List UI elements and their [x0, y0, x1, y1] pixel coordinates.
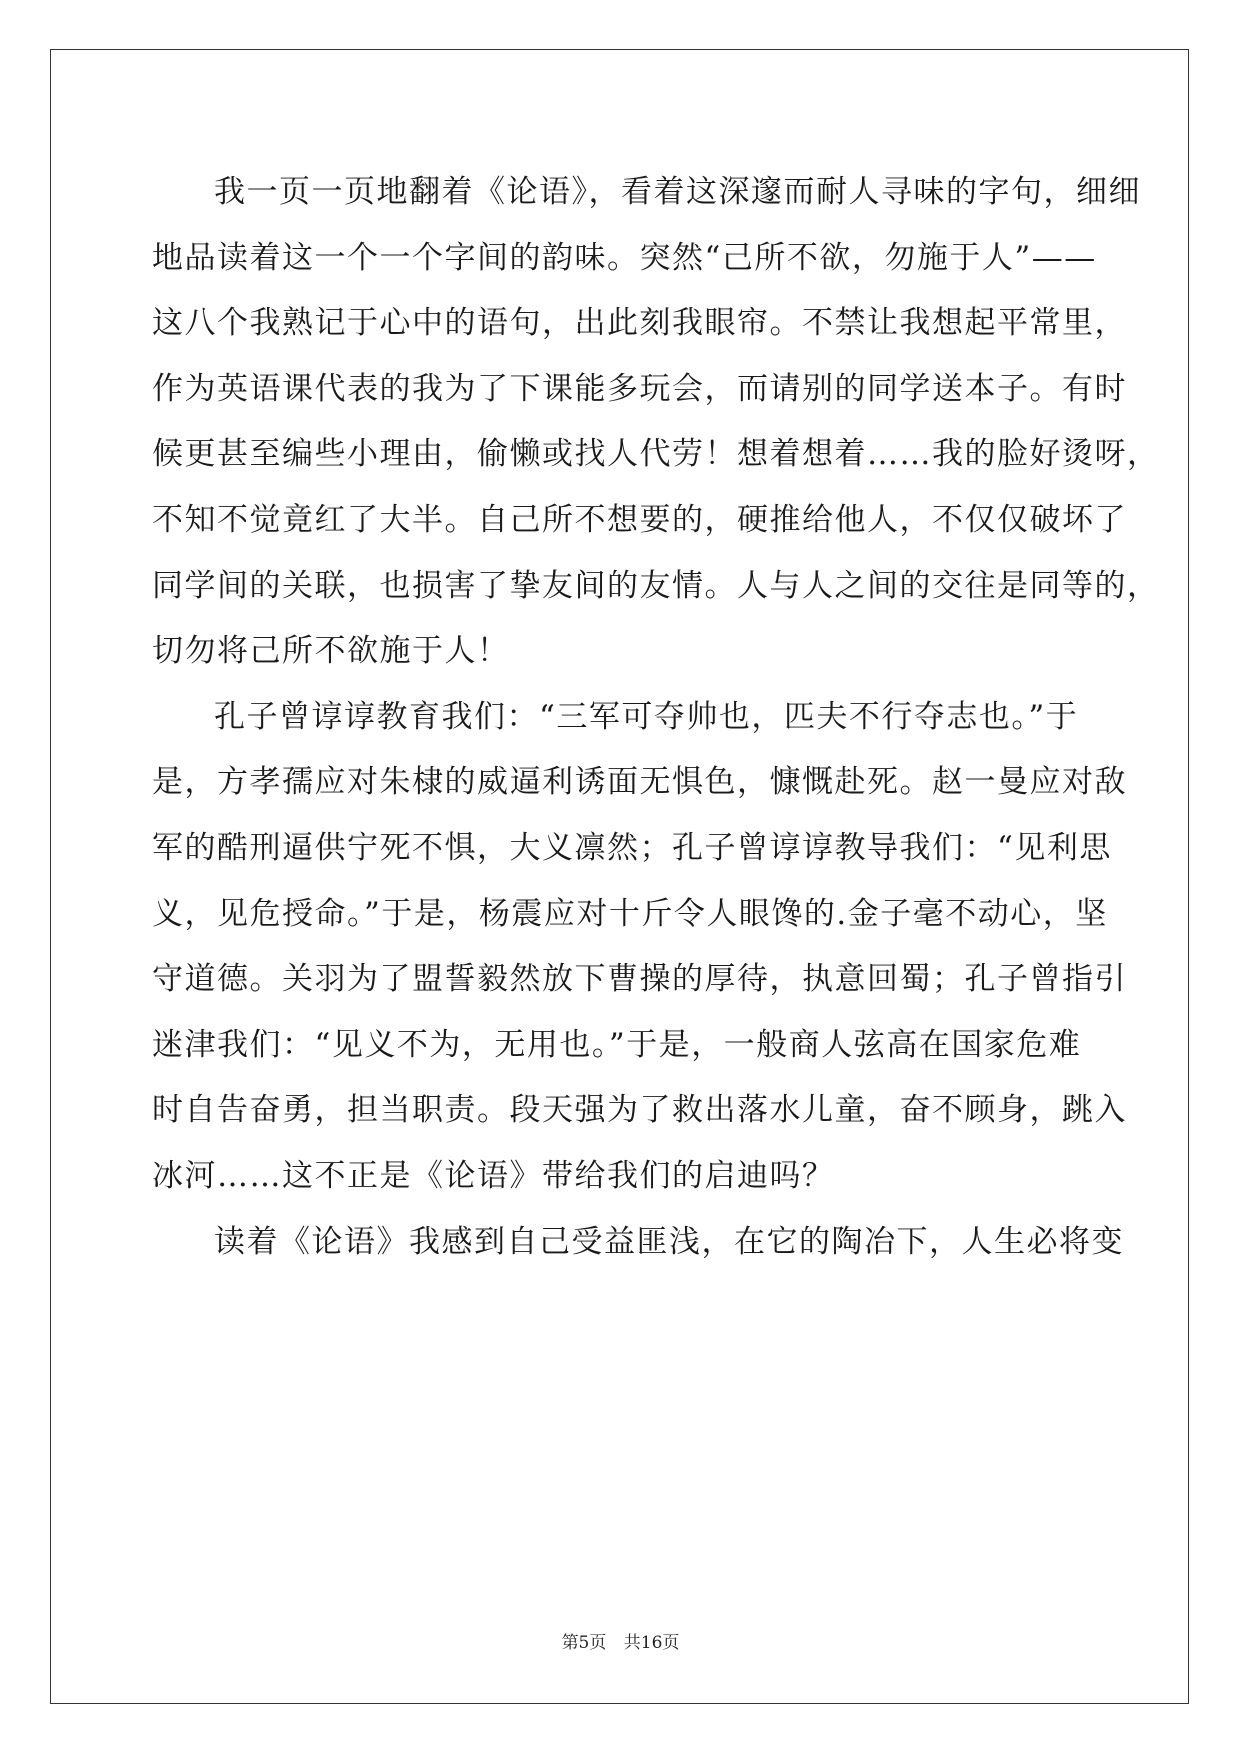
- paragraph-2-line-1: 孔子曾谆谆教育我们：“三军可夺帅也，匹夫不行夺志也。”于: [214, 698, 1079, 735]
- paragraph-2-line-3: 军的酷刑逼供宁死不惧，大义凛然；孔子曾谆谆教导我们：“见利思: [152, 829, 1112, 866]
- paragraph-1-line-2: 地品读着这一个一个字间的韵味。突然“己所不欲，勿施于人”——: [152, 239, 1097, 276]
- document-body: [152, 160, 1160, 1275]
- paragraph-1-line-7: 同学间的关联，也损害了挚友间的友情。人与人之间的交往是同等的，: [152, 567, 1160, 604]
- page-total: 共16页: [623, 1633, 680, 1653]
- paragraph-1-line-3: 这八个我熟记于心中的语句，出此刻我眼帘。不禁让我想起平常里，: [152, 305, 1127, 342]
- paragraph-2-line-7: 时自告奋勇，担当职责。段天强为了救出落水儿童，奋不顾身，跳入: [152, 1092, 1127, 1129]
- paragraph-2-line-2: 是，方孝孺应对朱棣的威逼利诱面无惧色，慷慨赴死。赵一曼应对敌: [152, 764, 1127, 801]
- paragraph-1-line-5: 候更甚至编些小理由，偷懒或找人代劳！想着想着……我的脸好烫呀，: [152, 436, 1160, 473]
- paragraph-1-line-6: 不知不觉竟红了大半。自己所不想要的，硬推给他人，不仅仅破坏了: [152, 501, 1127, 538]
- page-number: 第5页: [561, 1633, 607, 1653]
- paragraph-3-line-1: 读着《论语》我感到自己受益匪浅，在它的陶冶下，人生必将变: [214, 1223, 1124, 1260]
- paragraph-2-line-4: 义，见危授命。”于是，杨震应对十斤令人眼馋的.金子毫不动心，坚: [152, 895, 1108, 932]
- page-footer: [0, 1628, 1241, 1653]
- paragraph-1-line-1: 我一页一页地翻着《论语》，看着这深邃而耐人寻味的字句，细细: [214, 174, 1141, 210]
- paragraph-2-line-5: 守道德。关羽为了盟誓毅然放下曹操的厚待，执意回蜀；孔子曾指引: [152, 961, 1127, 998]
- paragraph-1-line-4: 作为英语课代表的我为了下课能多玩会，而请别的同学送本子。有时: [152, 370, 1127, 407]
- paragraph-2-line-6: 迷津我们：“见义不为，无用也。”于是，一般商人弦高在国家危难: [152, 1026, 1082, 1063]
- paragraph-2-line-8: 冰河……这不正是《论语》带给我们的启迪吗？: [152, 1157, 835, 1194]
- paragraph-1-line-8: 切勿将己所不欲施于人！: [152, 633, 510, 670]
